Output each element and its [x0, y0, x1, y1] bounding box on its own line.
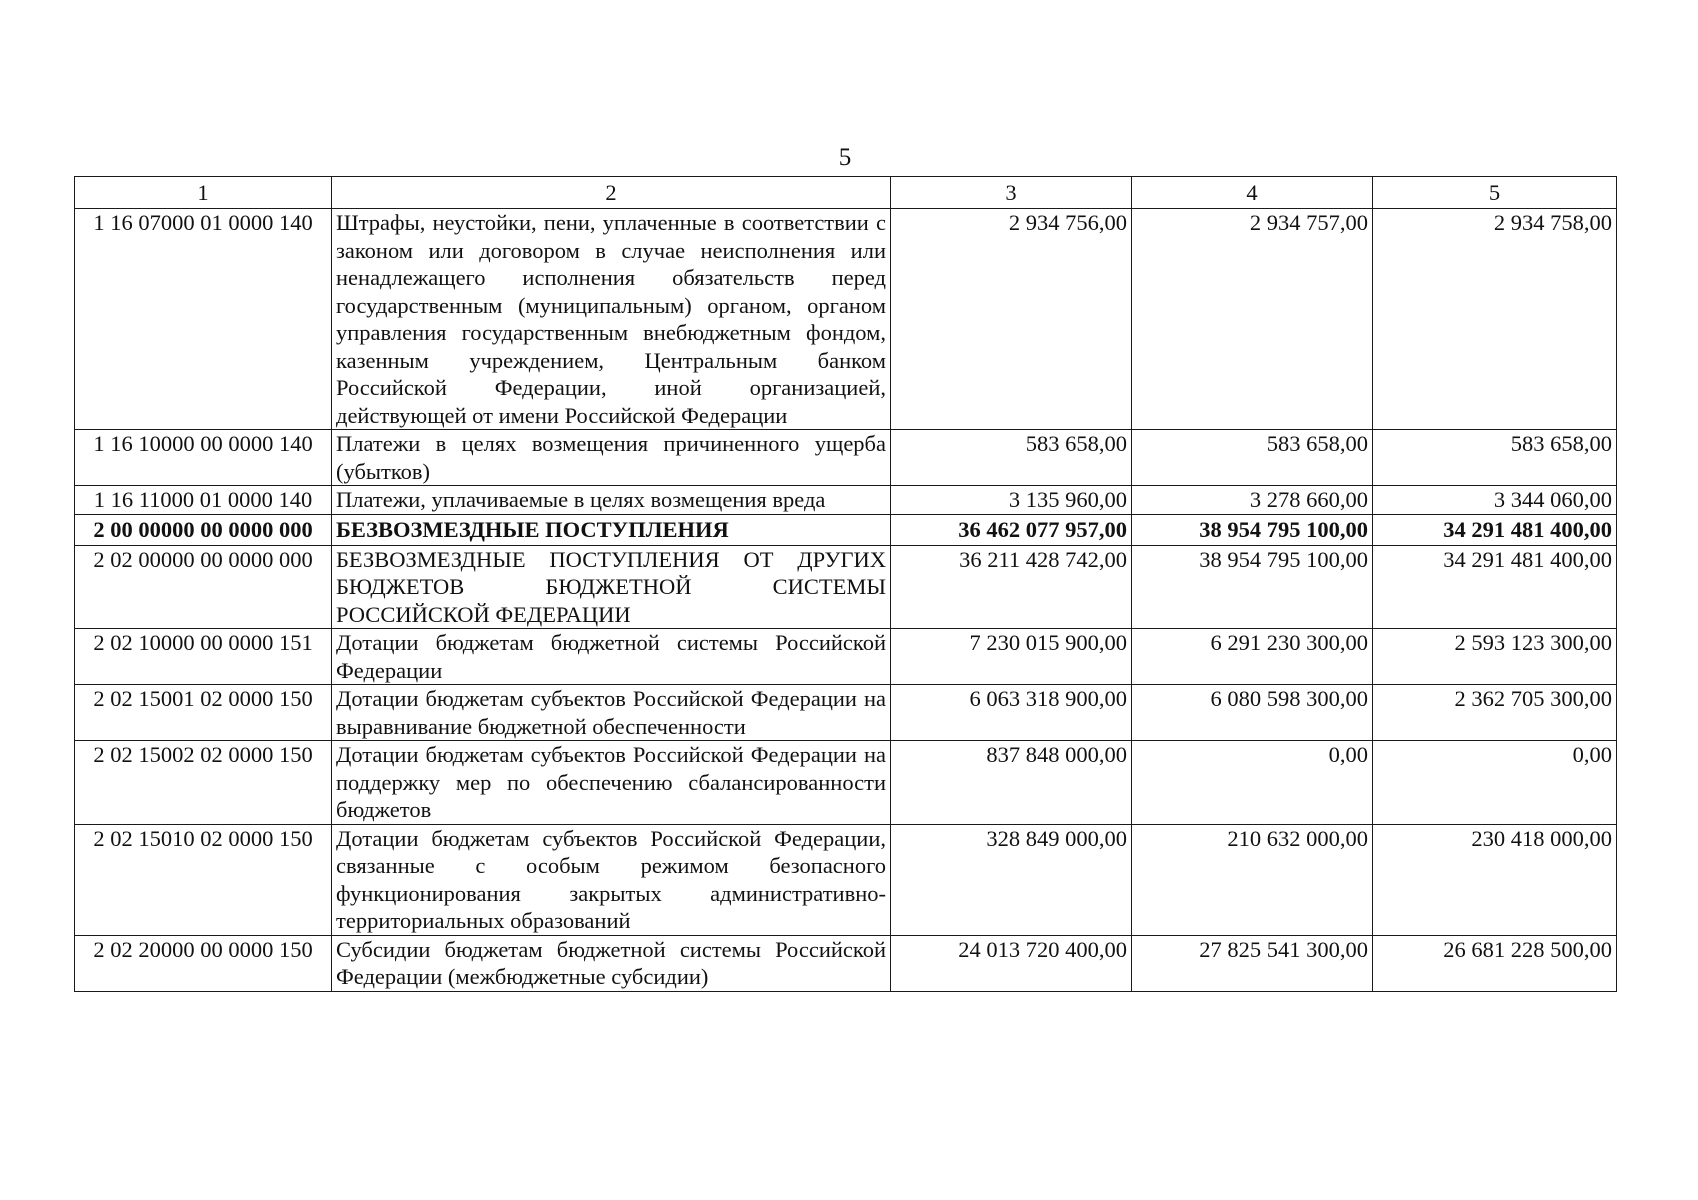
revenue-name-cell: Штрафы, неустойки, пени, уплаченные в соответствии с законом или договором в случае неисполнения или ненадлежащего исполнения обязательств перед государственным (муниципальным) органом, органом управления государственным внебюджетным фондом, казенным учреждением, Центральным банком Российской Федерации, иной организацией, действующей от имени Российской Федерации: [332, 209, 891, 430]
table-row: [75, 209, 1617, 430]
budget-code-cell: 1 16 07000 01 0000 140: [75, 209, 332, 430]
budget-code-cell: 2 02 15002 02 0000 150: [75, 741, 332, 825]
amount-col5-cell: 34 291 481 400,00: [1373, 545, 1617, 629]
amount-col4-cell: 583 658,00: [1132, 430, 1373, 486]
table-row: [75, 741, 1617, 825]
amount-col3-cell: 583 658,00: [891, 430, 1132, 486]
column-header-2: 2: [332, 177, 891, 209]
revenue-name-cell: Дотации бюджетам субъектов Российской Федерации на выравнивание бюджетной обеспеченности: [332, 685, 891, 741]
table-header-row: [75, 177, 1617, 209]
amount-col5-cell: 34 291 481 400,00: [1373, 514, 1617, 545]
page-number: 5: [838, 144, 852, 171]
amount-col3-cell: 24 013 720 400,00: [891, 935, 1132, 991]
amount-col3-cell: 6 063 318 900,00: [891, 685, 1132, 741]
table-row-total: [75, 514, 1617, 545]
amount-col4-cell: 27 825 541 300,00: [1132, 935, 1373, 991]
revenue-name-cell: Дотации бюджетам субъектов Российской Федерации, связанные с особым режимом безопасного функционирования закрытых административно-территориальных образований: [332, 824, 891, 935]
revenue-name-cell: Платежи, уплачиваемые в целях возмещения вреда: [332, 486, 891, 515]
table-row: [75, 685, 1617, 741]
amount-col4-cell: 6 291 230 300,00: [1132, 629, 1373, 685]
amount-col3-cell: 36 211 428 742,00: [891, 545, 1132, 629]
column-header-1: 1: [75, 177, 332, 209]
table-row: [75, 629, 1617, 685]
amount-col4-cell: 2 934 757,00: [1132, 209, 1373, 430]
budget-code-cell: 2 02 15010 02 0000 150: [75, 824, 332, 935]
amount-col4-cell: 3 278 660,00: [1132, 486, 1373, 515]
budget-code-cell: 2 02 20000 00 0000 150: [75, 935, 332, 991]
revenue-name-cell: Субсидии бюджетам бюджетной системы Российской Федерации (межбюджетные субсидии): [332, 935, 891, 991]
revenue-name-cell: Платежи в целях возмещения причиненного ущерба (убытков): [332, 430, 891, 486]
amount-col5-cell: 2 934 758,00: [1373, 209, 1617, 430]
amount-col4-cell: 210 632 000,00: [1132, 824, 1373, 935]
amount-col3-cell: 328 849 000,00: [891, 824, 1132, 935]
amount-col4-cell: 6 080 598 300,00: [1132, 685, 1373, 741]
amount-col5-cell: 0,00: [1373, 741, 1617, 825]
revenue-name-cell: БЕЗВОЗМЕЗДНЫЕ ПОСТУПЛЕНИЯ ОТ ДРУГИХ БЮДЖЕТОВ БЮДЖЕТНОЙ СИСТЕМЫ РОССИЙСКОЙ ФЕДЕРАЦИИ: [332, 545, 891, 629]
amount-col3-cell: 3 135 960,00: [891, 486, 1132, 515]
amount-col3-cell: 7 230 015 900,00: [891, 629, 1132, 685]
budget-code-cell: 2 00 00000 00 0000 000: [75, 514, 332, 545]
budget-code-cell: 2 02 00000 00 0000 000: [75, 545, 332, 629]
table-row: [75, 935, 1617, 991]
amount-col5-cell: 2 362 705 300,00: [1373, 685, 1617, 741]
revenue-name-cell: Дотации бюджетам субъектов Российской Федерации на поддержку мер по обеспечению сбалансированности бюджетов: [332, 741, 891, 825]
budget-code-cell: 1 16 11000 01 0000 140: [75, 486, 332, 515]
budget-code-cell: 1 16 10000 00 0000 140: [75, 430, 332, 486]
table-row: [75, 545, 1617, 629]
amount-col5-cell: 230 418 000,00: [1373, 824, 1617, 935]
amount-col3-cell: 837 848 000,00: [891, 741, 1132, 825]
table-row: [75, 486, 1617, 515]
table-row: [75, 430, 1617, 486]
amount-col3-cell: 2 934 756,00: [891, 209, 1132, 430]
amount-col4-cell: 38 954 795 100,00: [1132, 514, 1373, 545]
amount-col5-cell: 583 658,00: [1373, 430, 1617, 486]
amount-col4-cell: 38 954 795 100,00: [1132, 545, 1373, 629]
amount-col5-cell: 26 681 228 500,00: [1373, 935, 1617, 991]
amount-col5-cell: 3 344 060,00: [1373, 486, 1617, 515]
revenue-name-cell: БЕЗВОЗМЕЗДНЫЕ ПОСТУПЛЕНИЯ: [332, 514, 891, 545]
amount-col5-cell: 2 593 123 300,00: [1373, 629, 1617, 685]
amount-col4-cell: 0,00: [1132, 741, 1373, 825]
revenue-name-cell: Дотации бюджетам бюджетной системы Российской Федерации: [332, 629, 891, 685]
table-row: [75, 824, 1617, 935]
column-header-5: 5: [1373, 177, 1617, 209]
budget-code-cell: 2 02 10000 00 0000 151: [75, 629, 332, 685]
budget-revenue-table: [74, 176, 1617, 992]
column-header-3: 3: [891, 177, 1132, 209]
amount-col3-cell: 36 462 077 957,00: [891, 514, 1132, 545]
budget-code-cell: 2 02 15001 02 0000 150: [75, 685, 332, 741]
column-header-4: 4: [1132, 177, 1373, 209]
